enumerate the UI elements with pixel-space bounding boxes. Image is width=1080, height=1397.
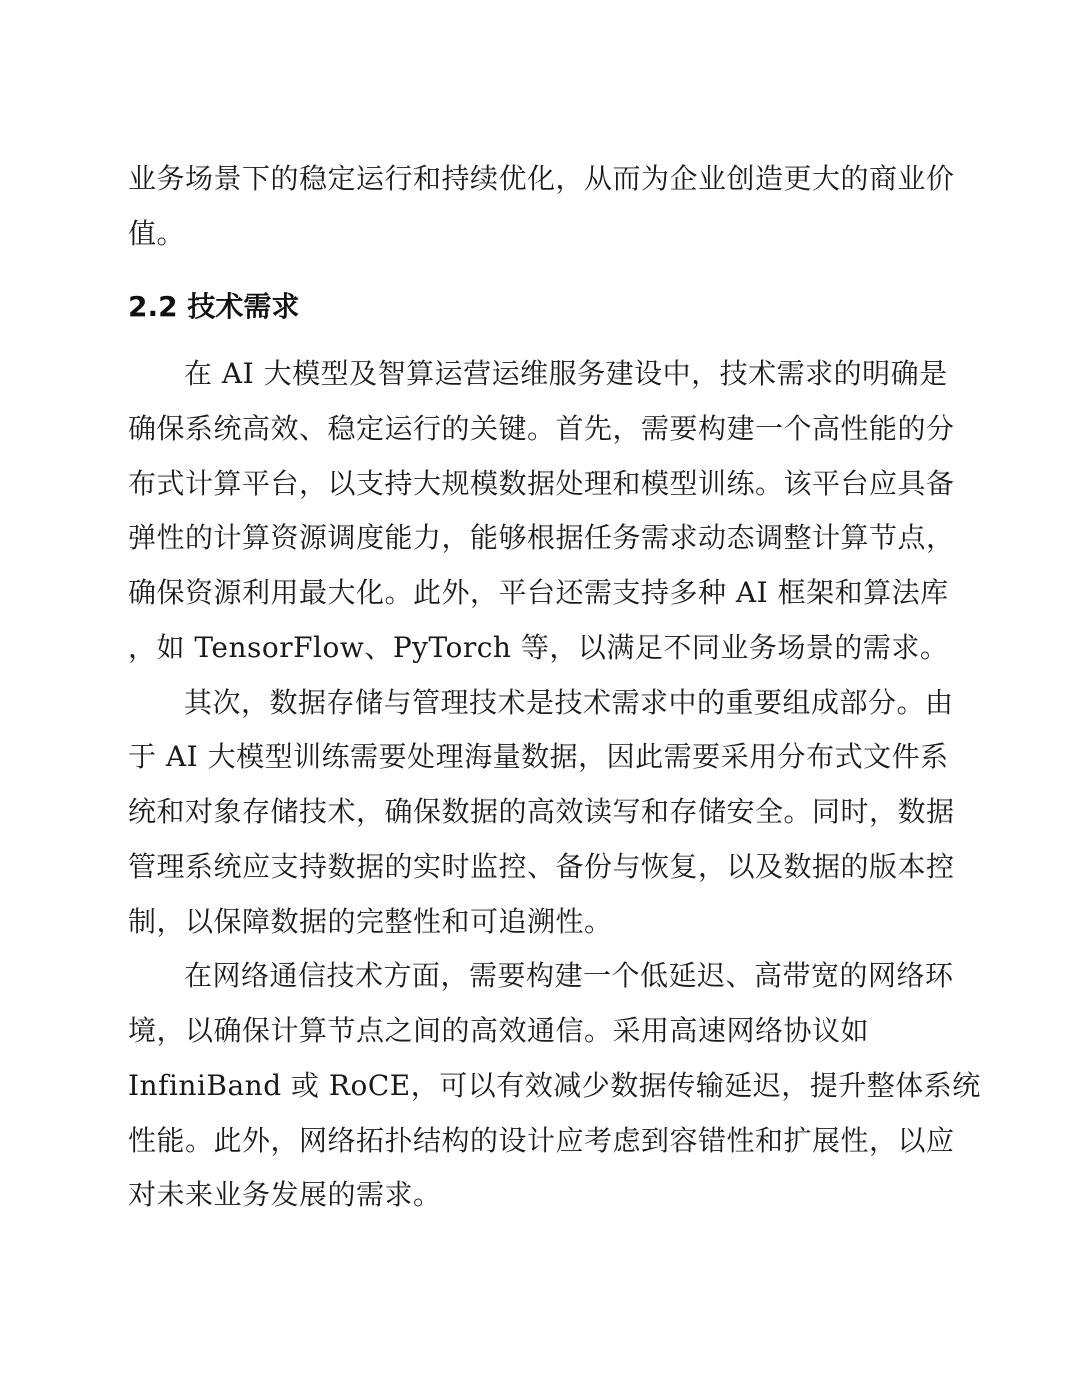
paragraph-3-line-4: 性能。此外，网络拓扑结构的设计应考虑到容错性和扩展性，以应 (128, 1124, 955, 1157)
paragraph-1-line-1: 在 AI 大模型及智算运营运维服务建设中，技术需求的明确是 (184, 357, 948, 390)
paragraph-2-line-3: 统和对象存储技术，确保数据的高效读写和存储安全。同时，数据 (128, 795, 955, 828)
paragraph-1-line-5: 确保资源利用最大化。此外，平台还需支持多种 AI 框架和算法库 (128, 576, 949, 609)
paragraph-1-line-3: 布式计算平台，以支持大规模数据处理和模型训练。该平台应具备 (128, 467, 955, 500)
intro-line-1: 业务场景下的稳定运行和持续优化，从而为企业创造更大的商业价 (128, 162, 955, 195)
paragraph-1-line-4: 弹性的计算资源调度能力，能够根据任务需求动态调整计算节点， (128, 521, 955, 554)
section-heading: 2.2 技术需求 (128, 290, 300, 323)
paragraph-2-line-4: 管理系统应支持数据的实时监控、备份与恢复，以及数据的版本控 (128, 850, 955, 883)
paragraph-2-line-2: 于 AI 大模型训练需要处理海量数据，因此需要采用分布式文件系 (128, 740, 949, 773)
intro-line-2: 值。 (128, 217, 186, 250)
paragraph-2-line-1: 其次，数据存储与管理技术是技术需求中的重要组成部分。由 (184, 686, 954, 719)
paragraph-3-line-2: 境，以确保计算节点之间的高效通信。采用高速网络协议如 (128, 1014, 870, 1047)
paragraph-1-line-6: ，如 TensorFlow、PyTorch 等，以满足不同业务场景的需求。 (128, 631, 949, 664)
paragraph-2-line-5: 制，以保障数据的完整性和可追溯性。 (128, 905, 613, 938)
paragraph-3-line-3: InfiniBand 或 RoCE，可以有效减少数据传输延迟，提升整体系统 (128, 1069, 981, 1102)
paragraph-3-line-1: 在网络通信技术方面，需要构建一个低延迟、高带宽的网络环 (184, 959, 954, 992)
paragraph-3-line-5: 对未来业务发展的需求。 (128, 1178, 442, 1211)
paragraph-1-line-2: 确保系统高效、稳定运行的关键。首先，需要构建一个高性能的分 (128, 412, 955, 445)
